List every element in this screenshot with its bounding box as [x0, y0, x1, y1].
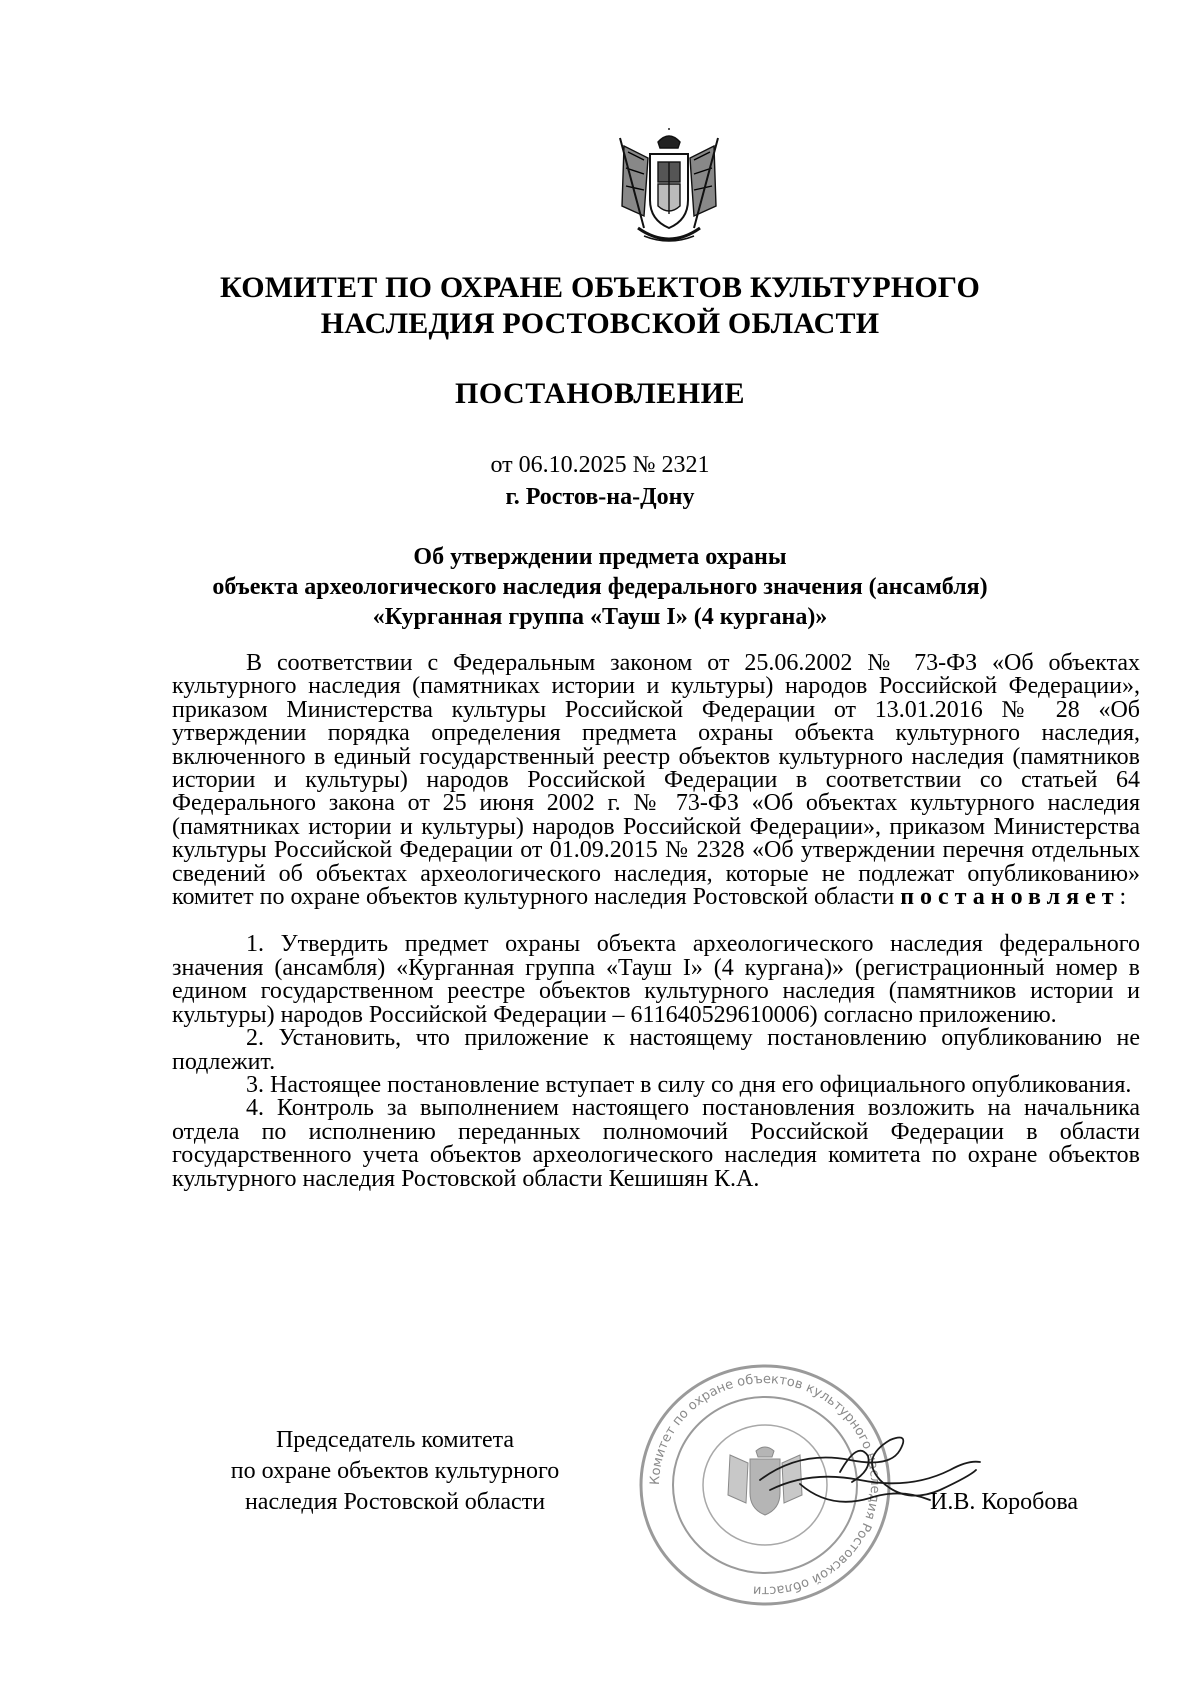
- resolution-item-4: 4. Контроль за выполнением настоящего постановления возложить на начальника отдела по исполнению переданных полномочий Российской Федерации в области государственного учета объектов археологического наследия комитета по охране объектов культурного наследия Ростовской области Кешишян К.А.: [172, 1095, 1140, 1192]
- subject-line-2: объекта археологического наследия федерального значения (ансамбля): [212, 574, 988, 600]
- preamble-paragraph: [172, 652, 1140, 909]
- resolves-word: постановляет: [900, 884, 1120, 911]
- seal-text: Комитет по охране объектов культурного наследия Ростовской области: [647, 1371, 883, 1599]
- organization-name: [140, 270, 1060, 342]
- document-subject: [140, 542, 1060, 632]
- coat-of-arms-icon: [614, 128, 724, 250]
- organization-line-1: КОМИТЕТ ПО ОХРАНЕ ОБЪЕКТОВ КУЛЬТУРНОГО: [220, 271, 980, 304]
- resolution-item-1: 1. Утвердить предмет охраны объекта археологического наследия федерального значения (ансамбля) «Курганная группа «Тауш I» (4 кургана)» (регистрационный номер в едином государственном реестре объектов культурного наследия (памятников истории и культуры) народов Российской Федерации – 611640529610006) согласно приложению.: [172, 931, 1141, 1028]
- document-city: г. Ростов-на-Дону: [505, 484, 695, 510]
- subject-line-1: Об утверждении предмета охраны: [413, 544, 787, 570]
- signer-title: [180, 1425, 610, 1518]
- document-type: ПОСТАНОВЛЕНИЕ: [455, 377, 745, 410]
- subject-line-3: «Курганная группа «Тауш I» (4 кургана)»: [372, 604, 828, 630]
- document-body: [172, 652, 1140, 1191]
- signer-title-line-3: наследия Ростовской области: [244, 1489, 546, 1515]
- resolution-item-2: 2. Установить, что приложение к настоящему постановлению опубликованию не подлежит.: [172, 1025, 1140, 1075]
- preamble-colon: :: [1119, 884, 1127, 911]
- signer-title-line-1: Председатель комитета: [275, 1427, 515, 1453]
- document-date-number: от 06.10.2025 № 2321: [490, 452, 710, 478]
- preamble-text: В соответствии с Федеральным законом от 25.06.2002 № 73-ФЗ «Об объектах культурного наследия (памятниках истории и культуры) народов Российской Федерации», приказом Министерства культуры Российской Федерации от 13.01.2016 № 28 «Об утверждении порядка определения предмета охраны объекта культурного наследия, включенного в единый государственный реестр объектов культурного наследия (памятников истории и культуры) народов Российской Федерации в соответствии со статьей 64 Федерального закона от 25 июня 2002 г. № 73-ФЗ «Об объектах культурного наследия (памятниках истории и культуры) народов Российской Федерации», приказом Министерства культуры Российской Федерации от 01.09.2015 № 2328 «Об утверждении перечня отдельных сведений об объектах археологического наследия, которые не подлежат опубликованию» комитет по охране объектов культурного наследия Ростовской области: [172, 650, 1140, 911]
- resolution-item-3: 3. Настоящее постановление вступает в силу со дня его официального опубликования.: [246, 1071, 1132, 1098]
- handwritten-signature-icon: [740, 1410, 990, 1560]
- signer-name: И.В. Коробова: [930, 1489, 1079, 1515]
- signer-title-line-2: по охране объектов культурного: [230, 1458, 560, 1484]
- organization-line-2: НАСЛЕДИЯ РОСТОВСКОЙ ОБЛАСТИ: [320, 307, 880, 340]
